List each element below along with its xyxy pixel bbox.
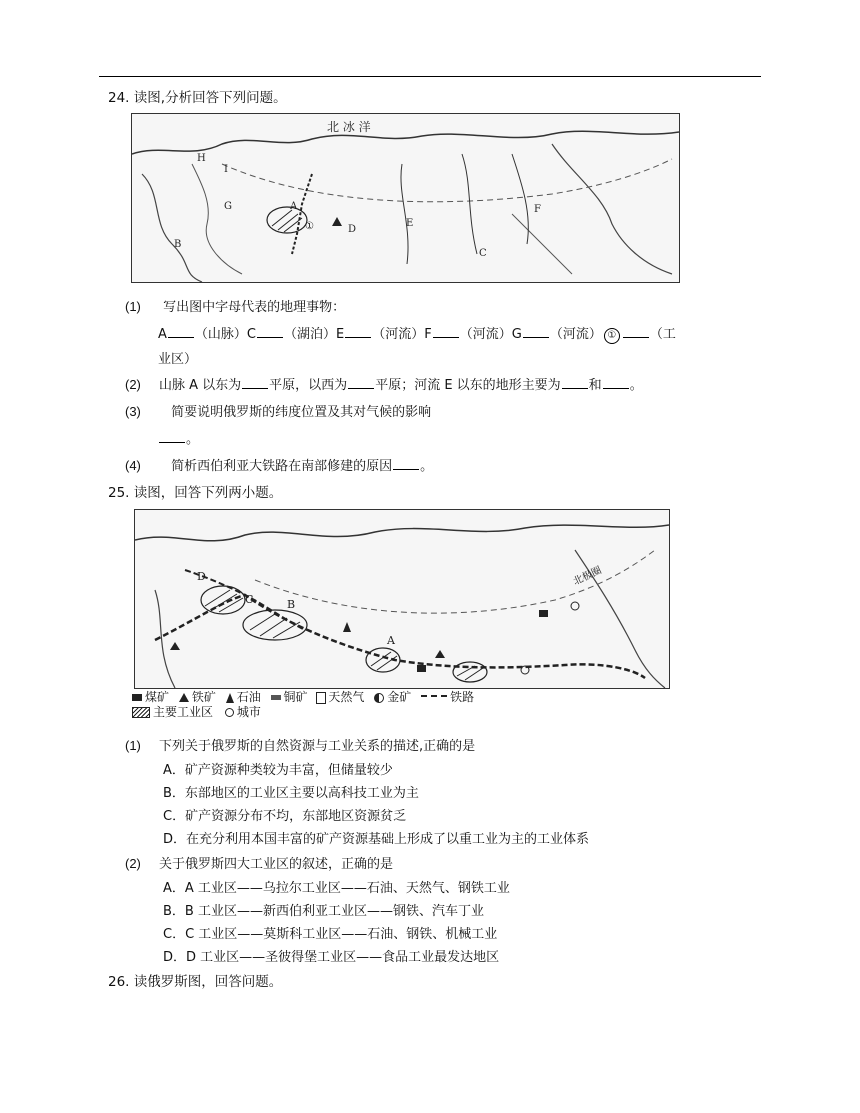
blank-west-plain[interactable] bbox=[348, 376, 374, 389]
map-label-circ1: ① bbox=[305, 221, 314, 232]
blank-circ1[interactable] bbox=[623, 325, 649, 338]
blank-railway[interactable] bbox=[393, 457, 419, 470]
q25-sub2-option-d[interactable]: D．D 工业区——圣彼得堡工业区——食品工业最发达地区 bbox=[163, 950, 500, 965]
q24-sub1-line2: A （山脉）C （湖泊）E （河流）F （河流）G （河流） ① （工 bbox=[158, 327, 676, 342]
question-text: 读图，回答下列两小题。 bbox=[133, 485, 283, 501]
map-label-g: G bbox=[224, 201, 232, 212]
circle-number-1: ① bbox=[604, 328, 620, 344]
question-number: 24. bbox=[108, 90, 130, 106]
sub-number: (1) bbox=[125, 299, 141, 314]
q25-sub2-option-c[interactable]: C．C 工业区——莫斯科工业区——石油、钢铁、机械工业 bbox=[163, 927, 498, 942]
question-text: 读俄罗斯图，回答问题。 bbox=[133, 974, 283, 990]
q25-sub1-option-c[interactable]: C．矿产资源分布不均，东部地区资源贫乏 bbox=[163, 809, 407, 824]
map-label-c: C bbox=[479, 248, 487, 259]
map-label-ocean: 北 冰 洋 bbox=[327, 120, 371, 134]
map-label-f: F bbox=[534, 204, 541, 215]
map-label-h: H bbox=[197, 153, 206, 164]
question-number: 26. bbox=[108, 974, 130, 990]
map-label-i: I bbox=[224, 164, 228, 175]
copper-icon bbox=[271, 695, 281, 700]
q24-sub3: (3) 简要说明俄罗斯的纬度位置及其对气候的影响 bbox=[125, 404, 432, 420]
q25-sub1-option-a[interactable]: A．矿产资源种类较为丰富，但储量较少 bbox=[163, 763, 393, 778]
map-label-a: A bbox=[387, 634, 395, 647]
city-icon bbox=[225, 708, 234, 717]
map-label-d: D bbox=[197, 570, 206, 583]
russia-resource-map bbox=[134, 509, 670, 689]
railway-icon bbox=[421, 695, 447, 700]
question-number: 25. bbox=[108, 485, 130, 501]
map-legend: 煤矿 铁矿 石油 铜矿 天然气 金矿 铁路 主要工业区 城市 bbox=[132, 688, 474, 718]
q25-sub1: (1) 下列关于俄罗斯的自然资源与工业关系的描述,正确的是 bbox=[125, 738, 476, 754]
question-25-title bbox=[108, 481, 282, 501]
map-label-e: E bbox=[406, 218, 414, 229]
q24-sub4: (4) 简析西伯利亚大铁路在南部修建的原因 。 bbox=[125, 458, 434, 474]
blank-east-plain[interactable] bbox=[242, 376, 268, 389]
blank-f[interactable] bbox=[433, 325, 459, 338]
blank-g[interactable] bbox=[523, 325, 549, 338]
map-label-c: C bbox=[245, 593, 254, 606]
q25-sub1-option-d[interactable]: D．在充分利用本国丰富的矿产资源基础上形成了以重工业为主的工业体系 bbox=[163, 832, 590, 847]
q25-sub2: (2) 关于俄罗斯四大工业区的叙述，正确的是 bbox=[125, 856, 394, 872]
q25-sub2-option-a[interactable]: A．A 工业区——乌拉尔工业区——石油、天然气、钢铁工业 bbox=[163, 881, 510, 896]
blank-c[interactable] bbox=[257, 325, 283, 338]
gold-icon bbox=[374, 693, 384, 703]
blank-a[interactable] bbox=[168, 325, 194, 338]
q25-sub1-option-b[interactable]: B．东部地区的工业区主要以高科技工业为主 bbox=[163, 786, 419, 801]
iron-icon bbox=[179, 693, 189, 702]
map-label-arctic-circle: 北极圈 bbox=[571, 565, 604, 588]
question-text: 读图,分析回答下列问题。 bbox=[133, 90, 287, 106]
header-rule bbox=[99, 76, 761, 77]
coal-icon bbox=[132, 694, 142, 701]
map-label-a: A bbox=[290, 201, 298, 212]
blank-latitude[interactable] bbox=[159, 430, 185, 443]
map-label-b: B bbox=[287, 598, 296, 611]
question-24-title bbox=[108, 86, 287, 106]
q24-sub3-line2: 。 bbox=[158, 428, 199, 447]
blank-terrain-2[interactable] bbox=[603, 376, 629, 389]
question-26-title bbox=[108, 970, 282, 990]
blank-terrain-1[interactable] bbox=[562, 376, 588, 389]
oil-icon bbox=[226, 693, 234, 703]
russia-map-1 bbox=[131, 113, 680, 283]
sub-text: 写出图中字母代表的地理事物： bbox=[163, 300, 346, 315]
q24-sub1-line3: 业区） bbox=[158, 352, 198, 367]
q25-sub2-option-b[interactable]: B．B 工业区——新西伯利亚工业区——钢铁、汽车丁业 bbox=[163, 904, 484, 919]
map-label-b: B bbox=[174, 239, 182, 250]
q24-sub2: (2) 山脉 A 以东为 平原，以西为 平原；河流 E 以东的地形主要为 和 。 bbox=[125, 377, 643, 393]
map-label-d: D bbox=[348, 224, 357, 235]
gas-icon bbox=[317, 693, 325, 703]
q24-sub1 bbox=[125, 296, 345, 315]
blank-e[interactable] bbox=[345, 325, 371, 338]
industrial-area-icon bbox=[132, 707, 150, 718]
